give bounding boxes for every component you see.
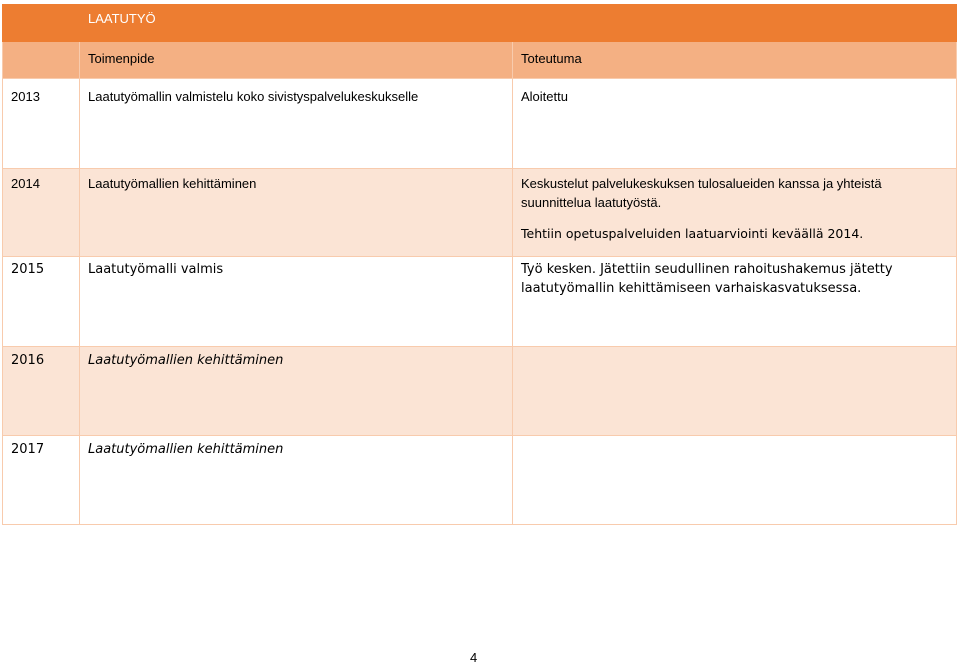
row-year: 2016 — [3, 347, 80, 436]
row-action: Laatutyömallien kehittäminen — [80, 436, 513, 525]
page-number: 4 — [470, 650, 478, 665]
header-year — [3, 42, 80, 79]
row-status — [513, 169, 957, 257]
table-row-2014 — [3, 169, 957, 257]
row-year: 2014 — [3, 169, 80, 257]
row-status — [513, 79, 957, 169]
table-row-2013 — [3, 79, 957, 169]
table-title: LAATUTYÖ — [80, 5, 957, 42]
row-status — [513, 257, 957, 347]
status-text: Tehtiin opetuspalveluiden laatuarviointi keväällä 2014. — [521, 226, 864, 241]
row-action: Laatutyömallien kehittäminen — [80, 347, 513, 436]
status-text: Keskustelut palvelukeskuksen tulosalueiden kanssa ja yhteistä suunnittelua laatutyöstä. — [521, 176, 882, 210]
row-action: Laatutyömalli valmis — [80, 257, 513, 347]
status-text: Aloitettu — [521, 89, 568, 104]
table-title-row — [3, 5, 957, 42]
table-header-row — [3, 42, 957, 79]
row-year: 2013 — [3, 79, 80, 169]
header-action: Toimenpide — [80, 42, 513, 79]
row-year: 2015 — [3, 257, 80, 347]
header-status: Toteutuma — [513, 42, 957, 79]
row-status — [513, 347, 957, 436]
row-status — [513, 436, 957, 525]
table-row-2016 — [3, 347, 957, 436]
status-text: Työ kesken. Jätettiin seudullinen rahoitushakemus jätetty laatutyömallin kehittämiseen varhaiskasvatuksessa. — [521, 262, 893, 296]
row-action: Laatutyömallien kehittäminen — [80, 169, 513, 257]
quality-work-table — [2, 4, 957, 525]
row-action: Laatutyömallin valmistelu koko sivistyspalvelukeskukselle — [80, 79, 513, 169]
table-row-2017 — [3, 436, 957, 525]
table-row-2015 — [3, 257, 957, 347]
table-title-spacer — [3, 5, 80, 42]
row-year: 2017 — [3, 436, 80, 525]
